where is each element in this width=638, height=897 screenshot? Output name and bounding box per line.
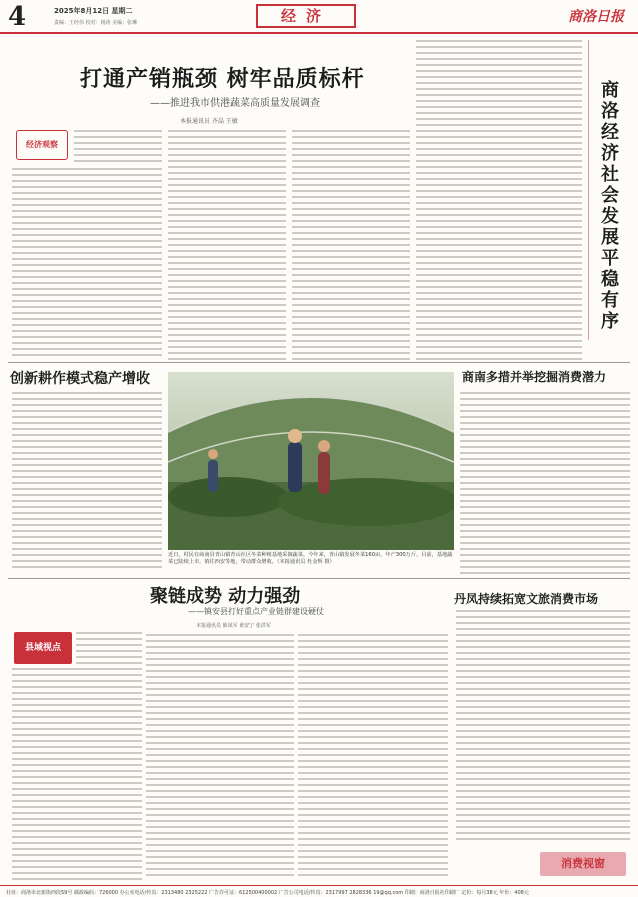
- consumption-window-badge: [540, 852, 626, 876]
- chengong-article-text: [12, 392, 162, 572]
- news-photo: [168, 372, 454, 550]
- section-divider: [8, 362, 630, 363]
- zhengan-col-1-top: [76, 632, 142, 666]
- zhengan-headline: 聚链成势 动力强劲: [150, 586, 301, 607]
- chengong-headline: 创新耕作模式稳产增收: [10, 371, 150, 387]
- zhengan-reporters: 本报通讯员 陈凤军 黄安宁 张洪军: [196, 623, 271, 629]
- badge-label-3: 消费视窗: [561, 857, 605, 870]
- main-headline: 打通产销瓶颈 树牢品质标杆: [80, 67, 365, 92]
- main-article-col-1-top: [74, 130, 162, 166]
- zhengan-subheadline: ——镇安县打好重点产业链群建设硬仗: [188, 607, 324, 616]
- danfeng-article-text: [456, 610, 630, 840]
- photo-caption: 近日，村民在商南县青山镇青山社区冬菜种植基地采摘蔬菜。今年来，青山镇发展冬菜160亩，年产300万斤。目前，基地蔬菜已陆续上市，销往西安等地，带动群众增收。（本报通讯员 杜金辉 摄）: [168, 552, 453, 565]
- section-label: 经济: [256, 4, 356, 28]
- photo-credit: （本报通讯员 杜金辉 摄）: [276, 559, 335, 565]
- danfeng-headline: 丹凤持续拓宽文旅消费市场: [454, 592, 599, 606]
- greenhouse-photo-icon: [168, 372, 454, 550]
- county-perspective-badge: [14, 632, 72, 664]
- column-divider: [588, 40, 589, 340]
- vertical-headline: 商 洛 经 济 社 会 发 展 平 稳 有 序: [601, 80, 619, 332]
- paper-logo: 商洛日报: [568, 9, 624, 25]
- badge-label: 经济观察: [26, 140, 58, 149]
- editors-line: 责编：王经伟 校对：杨涛 美编：张琳: [54, 20, 138, 26]
- footer-info: 社址：商洛市北新街西段59号 邮政编码：726000 办公室电话/传真：2313480 2325222 广告许可证：612500400002 广告公司电话/传真：2317997 2828336 19@qq.com 印刷：商洛日报社印刷厂 定价：每月38元 年价：408元: [0, 885, 638, 897]
- zhengan-col-3: [298, 634, 448, 880]
- main-article-col-3: [292, 130, 410, 360]
- shangnan-headline: 商南多措并举挖掘消费潜力: [462, 370, 607, 384]
- zhengan-col-2: [146, 634, 294, 880]
- main-reporters: 本报通讯员 齐晶 王敏: [180, 118, 238, 125]
- main-article-col-2: [168, 130, 286, 360]
- main-subheadline: ——推进我市供港蔬菜高质量发展调查: [150, 98, 320, 109]
- main-article-col-1: [12, 168, 162, 360]
- section-divider-2: [8, 578, 630, 579]
- masthead: [0, 0, 638, 34]
- zhengan-col-1: [12, 668, 142, 880]
- page-number: 4: [8, 2, 27, 32]
- economy-observation-badge: [16, 130, 68, 160]
- badge-label-2: 县域视点: [24, 643, 61, 653]
- main-article-col-4: [416, 130, 582, 360]
- issue-date: 2025年8月12日 星期二: [54, 7, 133, 15]
- shangnan-article-text: [460, 392, 630, 574]
- vertical-article-text: [416, 40, 582, 126]
